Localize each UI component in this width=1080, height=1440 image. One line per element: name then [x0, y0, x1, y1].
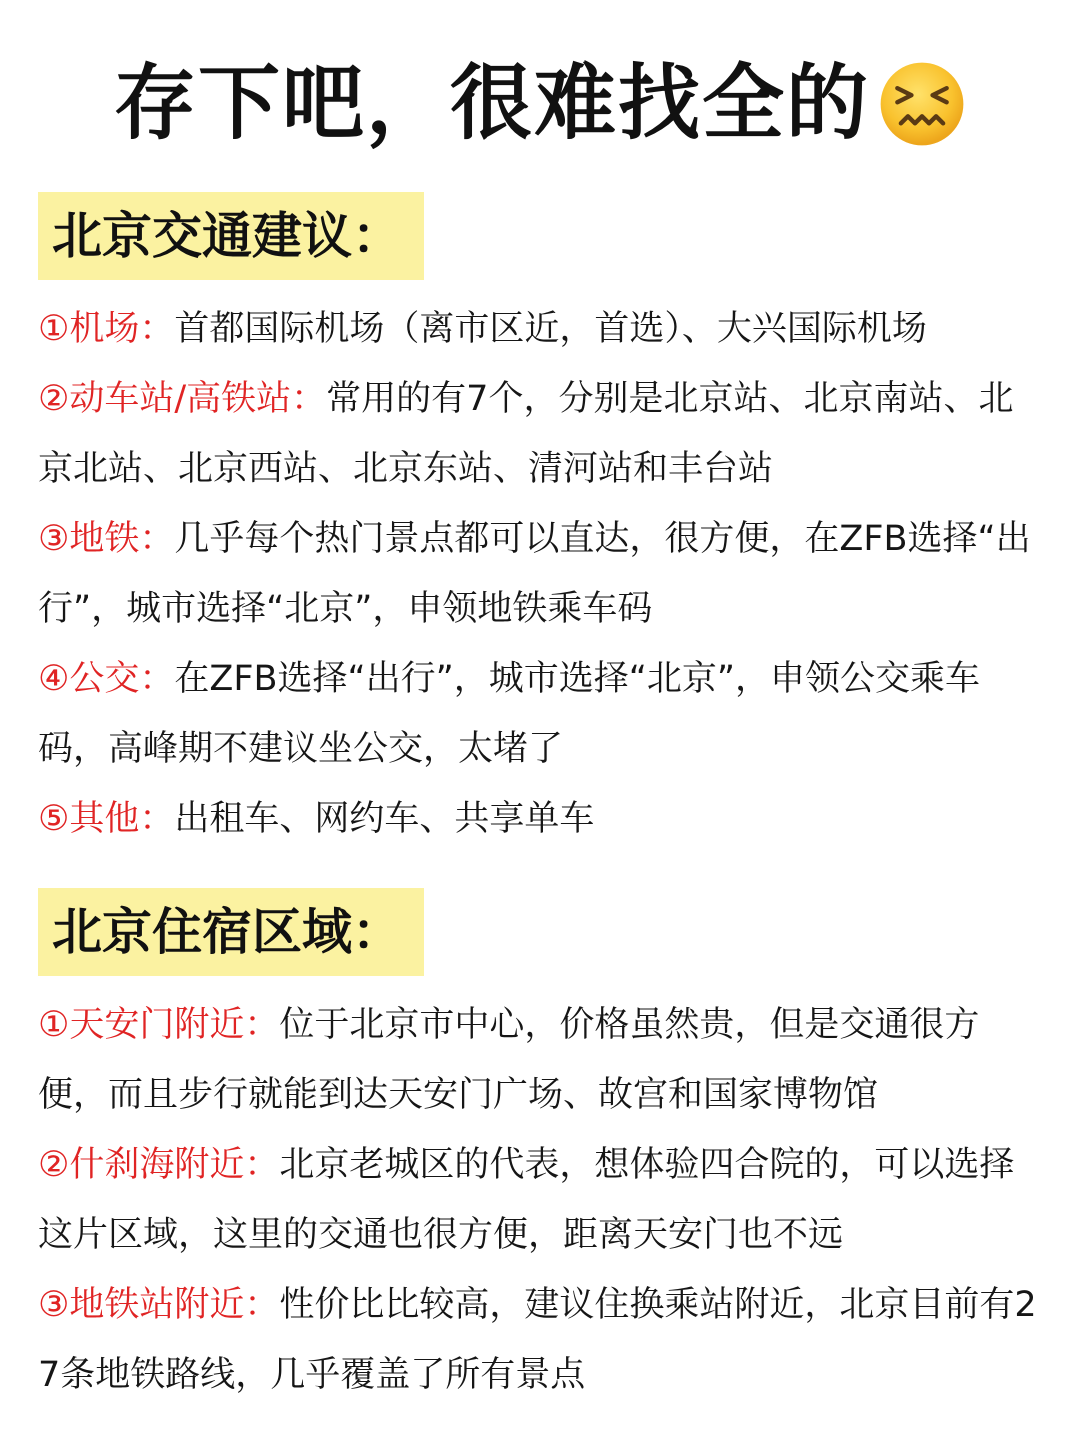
- list-item: [38, 1270, 1048, 1410]
- item-list: [38, 990, 1048, 1410]
- item-label: ③地铁站附近：: [38, 1285, 280, 1325]
- page-title: [0, 44, 1080, 164]
- item-label: ②动车站/高铁站：: [38, 379, 327, 419]
- item-label: ④公交：: [38, 659, 175, 699]
- item-text: 首都国际机场（离市区近，首选）、大兴国际机场: [174, 309, 927, 349]
- item-label: ①机场：: [38, 309, 175, 349]
- item-text: 位于北京市中心，价格虽然贵，但是交通很方便，而且步行就能到达天安门广场、故宫和国家博物馆: [38, 1005, 980, 1115]
- section-heading: 北京住宿区域：: [38, 888, 424, 976]
- list-item: [38, 504, 1048, 644]
- confounded-face-icon: [878, 60, 966, 148]
- item-label: ②什刹海附近：: [38, 1145, 280, 1185]
- section-heading: 北京交通建议：: [38, 192, 424, 280]
- list-item: [38, 990, 1048, 1130]
- item-text: 在ZFB选择“出行”，城市选择“北京”，申领公交乘车码，高峰期不建议坐公交，太堵了: [38, 659, 981, 769]
- item-label: ⑤其他：: [38, 799, 175, 839]
- list-item: [38, 294, 1048, 364]
- section-transport: [38, 192, 1048, 854]
- item-text: 几乎每个热门景点都可以直达，很方便，在ZFB选择“出行”，城市选择“北京”，申领地铁乘车码: [38, 519, 1031, 629]
- page-title-text: 存下吧，很难找全的: [113, 56, 870, 151]
- item-text: 出租车、网约车、共享单车: [174, 799, 595, 839]
- item-text: 常用的有7个，分别是北京站、北京南站、北京北站、北京西站、北京东站、清河站和丰台站: [38, 379, 1014, 489]
- item-text: 北京老城区的代表，想体验四合院的，可以选择这片区域，这里的交通也很方便，距离天安门也不远: [38, 1145, 1015, 1255]
- item-list: [38, 294, 1048, 854]
- list-item: [38, 784, 1048, 854]
- list-item: [38, 644, 1048, 784]
- list-item: [38, 1130, 1048, 1270]
- list-item: [38, 364, 1048, 504]
- item-label: ③地铁：: [38, 519, 175, 559]
- item-label: ①天安门附近：: [38, 1005, 280, 1045]
- item-text: 性价比比较高，建议住换乘站附近，北京目前有27条地铁路线，几乎覆盖了所有景点: [38, 1285, 1037, 1395]
- section-lodging: [38, 888, 1048, 1410]
